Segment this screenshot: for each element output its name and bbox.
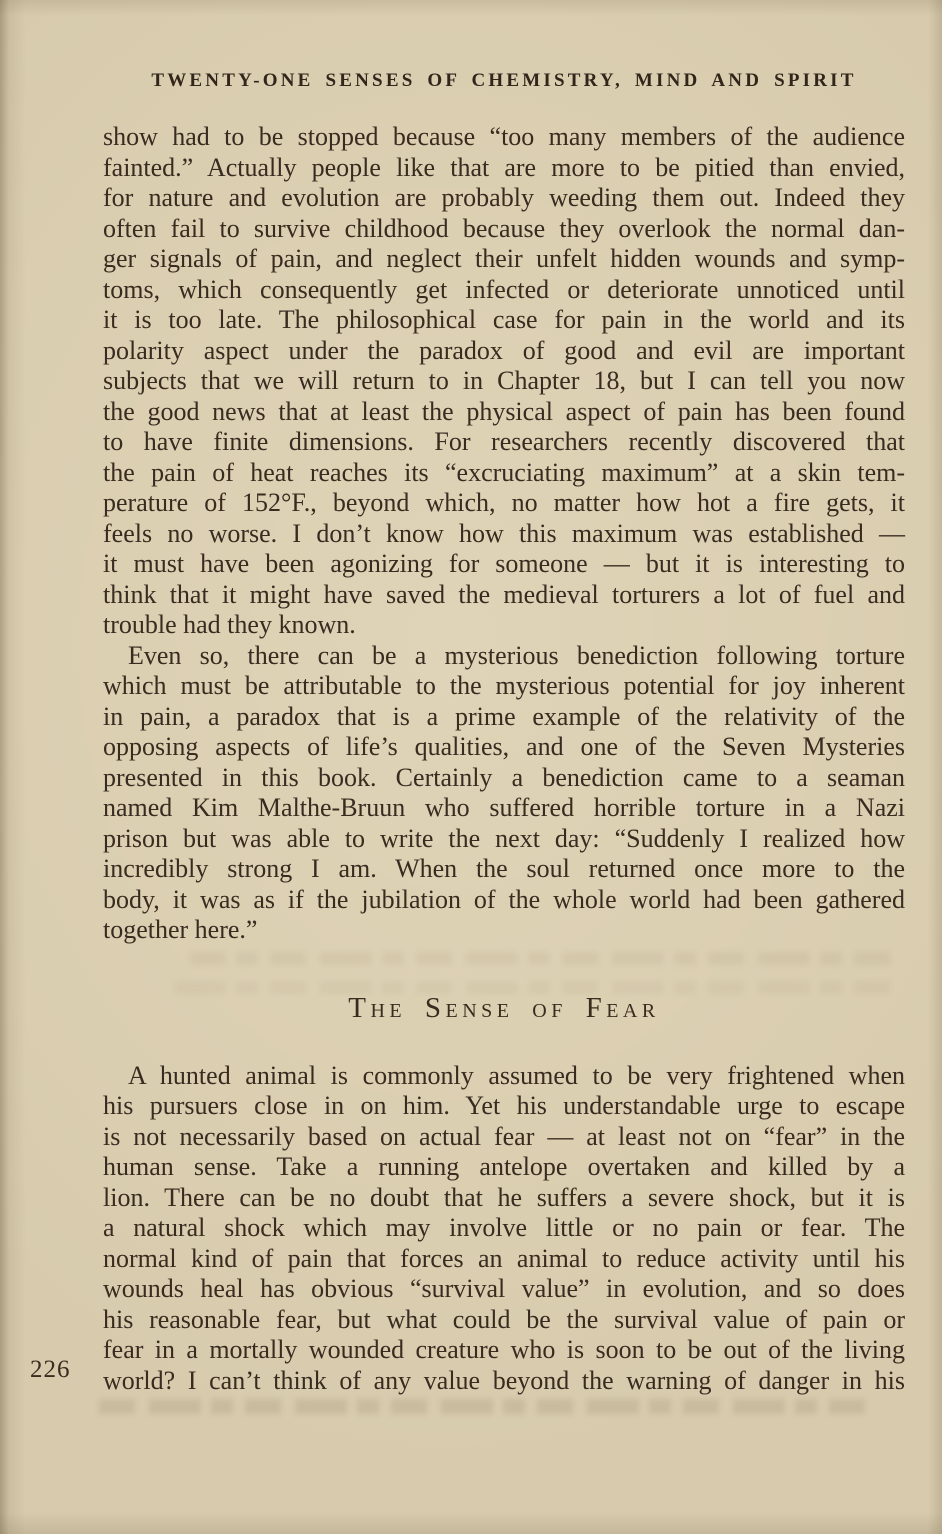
text-line: fainted.” Actually people like that are more to be pitied than envied, xyxy=(103,152,905,182)
text-line: is not necessarily based on actual fear — at least not on “fear” in the xyxy=(103,1121,905,1151)
page-number: 226 xyxy=(30,1356,71,1383)
text-line: which must be attributable to the mysterious potential for joy inherent xyxy=(103,671,905,700)
text-line: normal kind of pain that forces an animal to reduce activity until his xyxy=(103,1243,905,1273)
text-line: prison but was able to write the next day: “Suddenly I realized how xyxy=(103,823,905,853)
text-line: his pursuers close in on him. Yet his understandable urge to escape xyxy=(103,1091,905,1120)
paragraph xyxy=(103,1061,905,1397)
text-line: think that it might have saved the medieval torturers a lot of fuel and xyxy=(103,579,905,609)
text-line: trouble had they known. xyxy=(103,610,356,639)
paragraph xyxy=(103,641,905,946)
show-through-line xyxy=(190,952,890,965)
text-line: world? I can’t think of any value beyond the warning of danger in his xyxy=(103,1365,905,1395)
text-line: subjects that we will return to in Chapter 18, but I can tell you now xyxy=(103,366,905,395)
text-line: to have finite dimensions. For researchers recently discovered that xyxy=(103,427,905,456)
text-line: in pain, a paradox that is a prime example of the relativity of the xyxy=(103,701,905,731)
body-text-block xyxy=(103,122,905,1396)
show-through-line xyxy=(95,1399,865,1414)
text-line: presented in this book. Certainly a benediction came to a seaman xyxy=(103,762,905,792)
text-line: his reasonable fear, but what could be the survival value of pain or xyxy=(103,1304,905,1334)
text-line: it is too late. The philosophical case for pain in the world and its xyxy=(103,305,905,334)
section-heading: The Sense of Fear xyxy=(348,991,660,1024)
text-line: incredibly strong I am. When the soul returned once more to the xyxy=(103,854,905,883)
text-line: together here.” xyxy=(103,915,258,944)
text-line: fear in a mortally wounded creature who is soon to be out of the living xyxy=(103,1335,905,1364)
text-line: perature of 152°F., beyond which, no matter how hot a fire gets, it xyxy=(103,488,905,517)
text-line: Even so, there can be a mysterious benediction following torture xyxy=(128,640,905,670)
running-header: TWENTY-ONE SENSES OF CHEMISTRY, MIND AND SPIRIT xyxy=(151,70,857,91)
text-line: often fail to survive childhood because they overlook the normal dan- xyxy=(103,213,905,243)
show-through-line xyxy=(160,981,890,994)
text-line: opposing aspects of life’s qualities, and one of the Seven Mysteries xyxy=(103,732,905,761)
text-line: it must have been agonizing for someone — but it is interesting to xyxy=(103,549,905,578)
paragraphs-after-heading xyxy=(103,1061,905,1397)
text-line: A hunted animal is commonly assumed to be very frightened when xyxy=(128,1060,905,1090)
text-line: named Kim Malthe-Bruun who suffered horrible torture in a Nazi xyxy=(103,793,905,822)
text-line: the good news that at least the physical aspect of pain has been found xyxy=(103,396,905,426)
paragraph xyxy=(103,122,905,641)
text-line: wounds heal has obvious “survival value” in evolution, and so does xyxy=(103,1274,905,1303)
text-line: the pain of heat reaches its “excruciating maximum” at a skin tem- xyxy=(103,457,905,487)
text-line: ger signals of pain, and neglect their unfelt hidden wounds and symp- xyxy=(103,244,905,273)
text-line: lion. There can be no doubt that he suffers a severe shock, but it is xyxy=(103,1182,905,1212)
text-line: for nature and evolution are probably weeding them out. Indeed they xyxy=(103,183,905,212)
text-line: show had to be stopped because “too many members of the audience xyxy=(103,122,905,151)
text-line: feels no worse. I don’t know how this maximum was established — xyxy=(103,518,905,548)
text-line: polarity aspect under the paradox of good and evil are important xyxy=(103,335,905,365)
paragraphs-before-heading xyxy=(103,122,905,946)
text-line: a natural shock which may involve little or no pain or fear. The xyxy=(103,1213,905,1242)
text-line: body, it was as if the jubilation of the whole world had been gathered xyxy=(103,884,905,914)
text-line: toms, which consequently get infected or deteriorate unnoticed until xyxy=(103,274,905,304)
text-line: human sense. Take a running antelope overtaken and killed by a xyxy=(103,1152,905,1181)
